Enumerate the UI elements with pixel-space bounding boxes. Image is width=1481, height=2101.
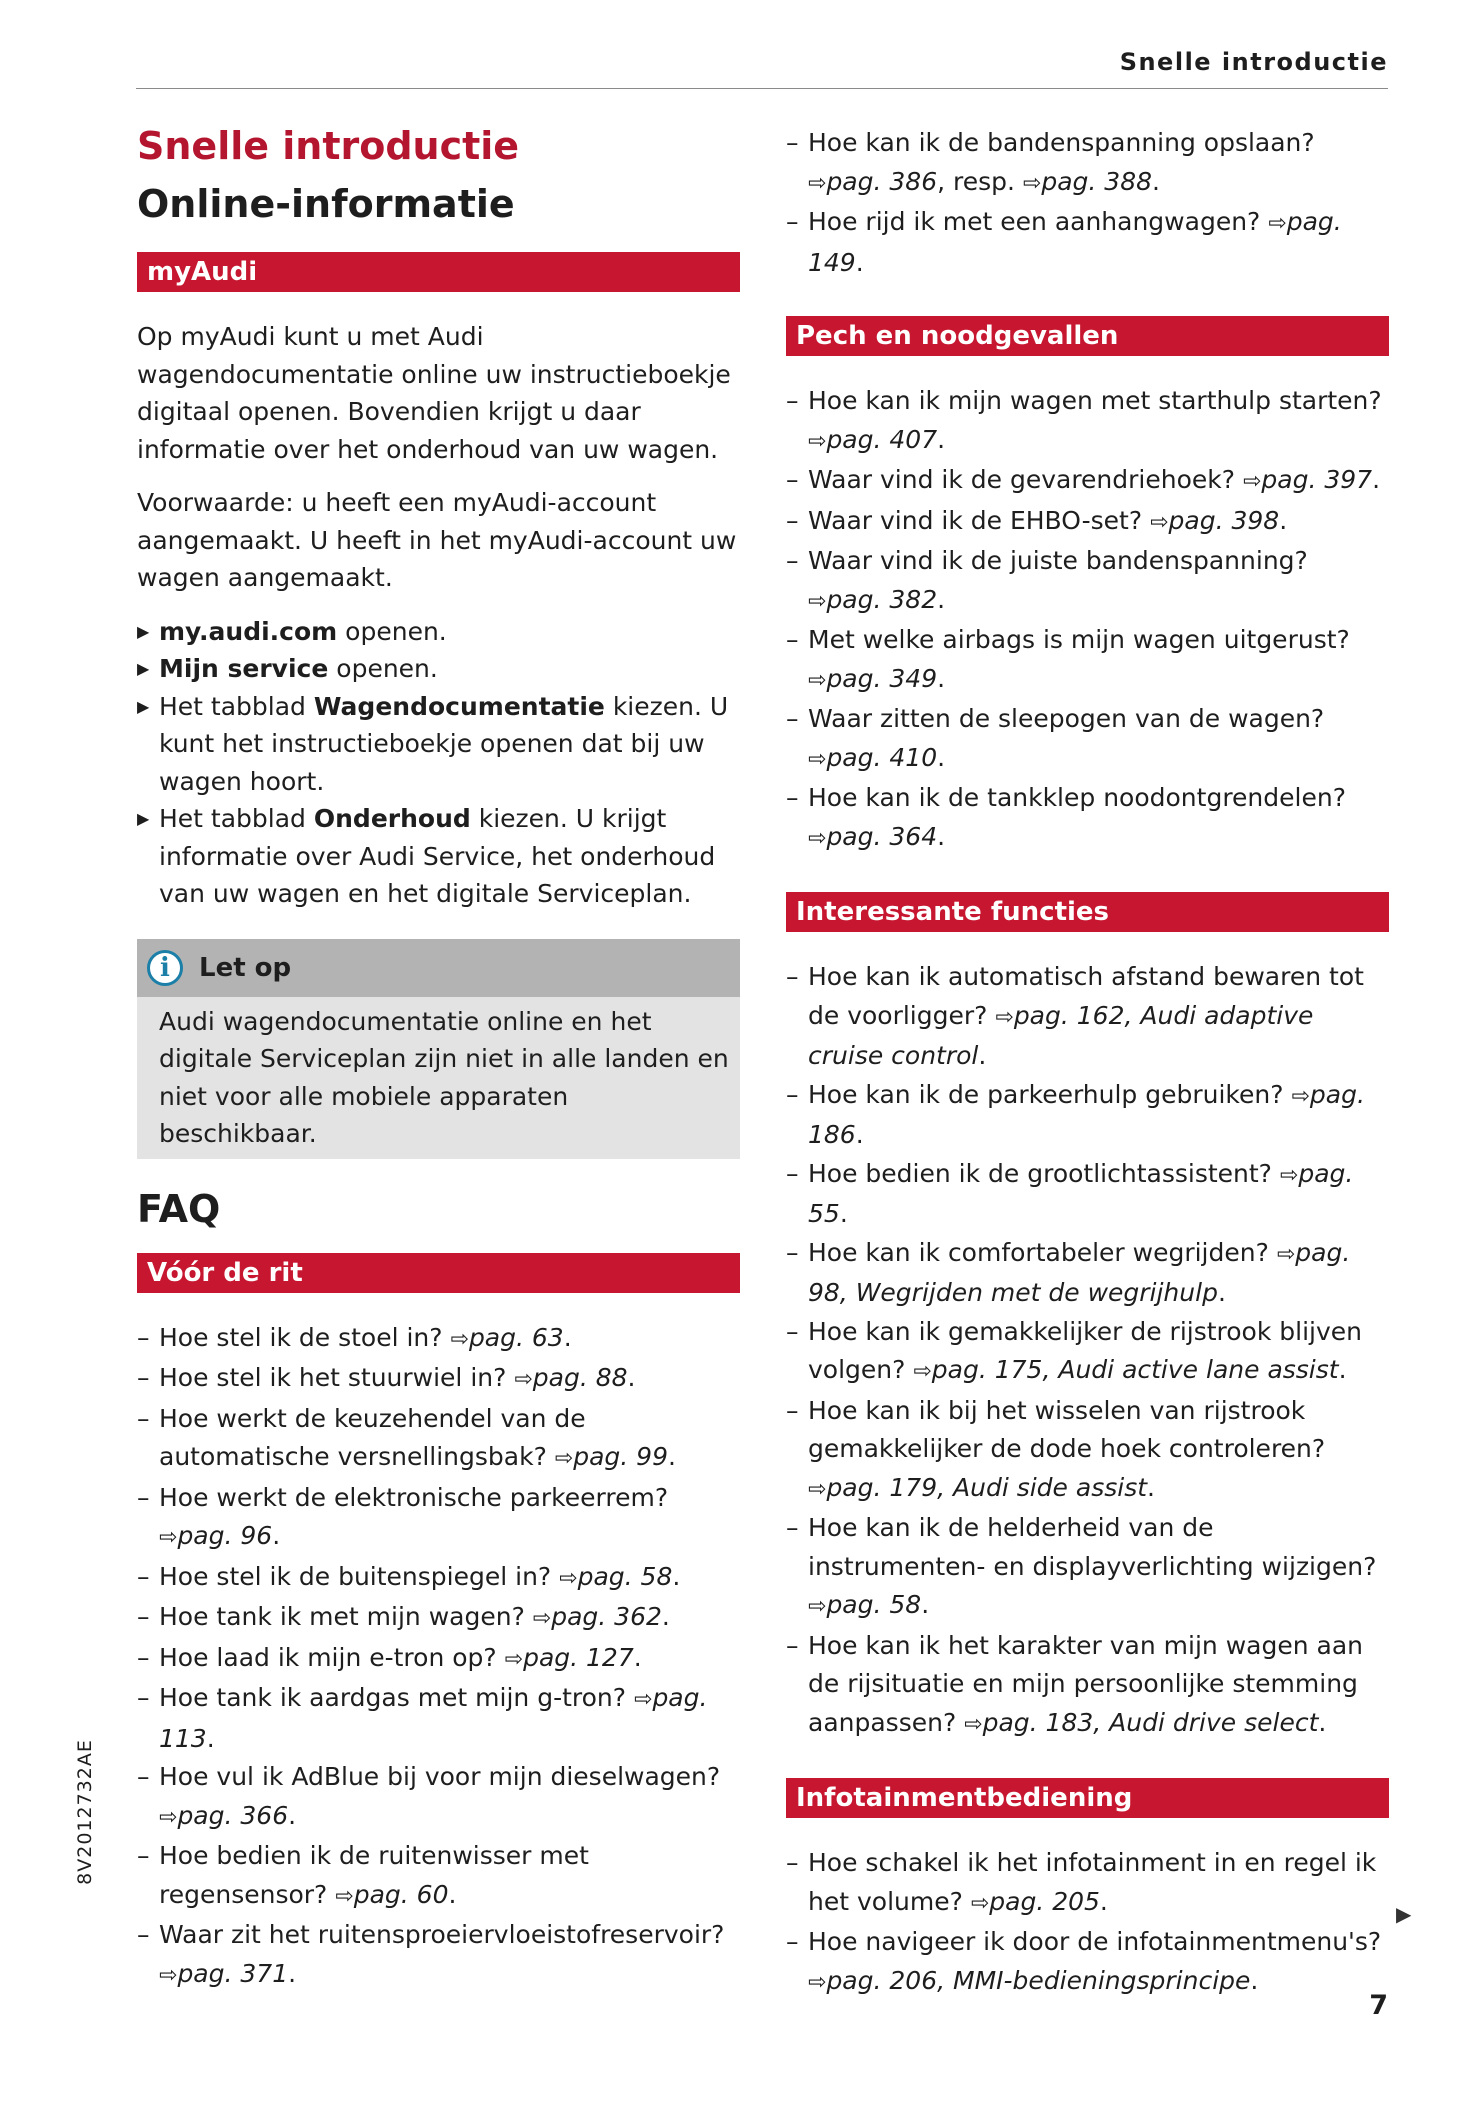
chapter-title: Snelle introductie [137, 124, 520, 168]
dash-icon: – [786, 625, 799, 654]
arrow-right-icon: ⇨ [808, 825, 827, 851]
page-reference[interactable]: ⇨pag. 398 [1150, 505, 1280, 535]
page-reference[interactable]: ⇨pag. 366 [159, 1800, 289, 1830]
faq-item: – Hoe kan ik mijn wagen met starthulp starten? ⇨pag. 407. [786, 382, 1389, 461]
faq-question: Hoe tank ik aardgas met mijn g-tron? [159, 1683, 627, 1712]
arrow-right-icon: ⇨ [808, 746, 827, 772]
myaudi-bar: myAudi [137, 252, 740, 292]
arrow-right-icon: ⇨ [1279, 1162, 1299, 1188]
step-item: ▶ Mijn service openen. [137, 650, 740, 688]
faq-question: Hoe schakel ik het infotainment in en regel ik het volume? [808, 1848, 1377, 1916]
faq-item: – Hoe kan ik de parkeerhulp gebruiken? ⇨pag. 186. [786, 1076, 1389, 1155]
faq-question: Hoe tank ik met mijn wagen? [159, 1602, 525, 1631]
arrow-right-icon: ⇨ [970, 1890, 990, 1916]
voor-de-rit-bar: Vóór de rit [137, 1253, 740, 1293]
faq-item: – Hoe kan ik de bandenspanning opslaan? ⇨pag. 386, resp. ⇨pag. 388. [786, 124, 1389, 203]
dash-icon: – [137, 1482, 150, 1512]
faq-question: Hoe kan ik de bandenspanning opslaan? [808, 128, 1315, 157]
dash-icon: – [786, 128, 799, 157]
dash-icon: – [137, 1920, 150, 1949]
page-reference[interactable]: ⇨pag. 96 [159, 1521, 273, 1550]
step-item: ▶ my.audi.com openen. [137, 613, 740, 651]
dash-icon: – [137, 1762, 150, 1791]
dash-icon: – [786, 1513, 799, 1542]
dash-icon: – [137, 1841, 150, 1870]
dash-icon: – [786, 1630, 799, 1660]
arrow-right-icon: ⇨ [808, 1969, 827, 1995]
page-reference[interactable]: ⇨pag. 63 [450, 1322, 564, 1352]
arrow-right-icon: ⇨ [808, 1594, 827, 1619]
faq-question: Hoe kan ik gemakkelijker de rijstrook blijven volgen? [808, 1316, 1363, 1384]
dash-icon: – [786, 1158, 799, 1188]
arrow-right-icon: ⇨ [913, 1359, 932, 1384]
next-page-arrow-icon: ▶ [1396, 1902, 1412, 1926]
page-reference[interactable]: ⇨pag. 364 [808, 821, 938, 851]
arrow-right-icon: ⇨ [1150, 509, 1169, 535]
faq-list [786, 1844, 1389, 2002]
header-rule [136, 88, 1388, 89]
faq-question: Hoe werkt de keuzehendel van de automatische versnellingsbak? [159, 1403, 586, 1471]
faq-item: – Waar vind ik de gevarendriehoek? ⇨pag. 397. [786, 461, 1389, 502]
right-column [786, 124, 1389, 2036]
faq-item: – Hoe schakel ik het infotainment in en regel ik het volume? ⇨pag. 205. [786, 1844, 1389, 1923]
pech-bar: Pech en noodgevallen [786, 316, 1389, 356]
faq-item: – Hoe rijd ik met een aanhangwagen? ⇨pag. 149. [786, 203, 1389, 282]
page-reference[interactable]: ⇨pag. 371 [159, 1958, 289, 1988]
faq-item: – Hoe laad ik mijn e-tron op? ⇨pag. 127. [137, 1639, 740, 1680]
dash-icon: – [137, 1642, 150, 1672]
page-reference[interactable]: ⇨pag. 362 [532, 1602, 662, 1631]
interessante-functies-bar: Interessante functies [786, 892, 1389, 932]
page-number: 7 [1369, 1990, 1388, 2021]
page-reference[interactable]: ⇨pag. 88 [514, 1363, 628, 1392]
page-reference[interactable]: ⇨pag. 410 [808, 742, 938, 772]
faq-item: – Hoe kan ik het karakter van mijn wagen aan de rijsituatie en mijn persoonlijke stemming aanpassen? ⇨pag. 183, Audi drive select. [786, 1627, 1389, 1745]
arrow-right-icon: ⇨ [808, 1476, 827, 1502]
faq-question: Hoe stel ik het stuurwiel in? [159, 1363, 507, 1392]
faq-question: Waar zit het ruitensproeiervloeistofreservoir? [159, 1920, 725, 1949]
faq-question: Hoe kan ik automatisch afstand bewaren tot de voorligger? [808, 962, 1364, 1030]
page-reference[interactable]: ⇨pag. 99 [554, 1442, 668, 1471]
page-reference[interactable]: ⇨pag. 349 [808, 663, 938, 693]
faq-question: Hoe stel ik de stoel in? [159, 1322, 443, 1352]
dash-icon: – [137, 1363, 150, 1392]
dash-icon: – [786, 962, 799, 991]
step-item: ▶ Het tabblad Onderhoud kiezen. U krijgt informatie over Audi Service, het onderhoud van uw wagen en het digitale Serviceplan. [137, 800, 740, 913]
page-reference[interactable]: ⇨pag. 60 [335, 1879, 449, 1909]
faq-question: Hoe laad ik mijn e-tron op? [159, 1642, 497, 1672]
page-reference[interactable]: ⇨pag. 186 [808, 1079, 1365, 1149]
faq-item: – Hoe vul ik AdBlue bij voor mijn dieselwagen? ⇨pag. 366. [137, 1758, 740, 1837]
info-icon: i [147, 950, 183, 986]
faq-item: – Hoe tank ik aardgas met mijn g-tron? ⇨pag. 113. [137, 1679, 740, 1758]
faq-question: Hoe kan ik de parkeerhulp gebruiken? [808, 1079, 1284, 1109]
section-title: Online-informatie [137, 182, 515, 226]
dash-icon: – [786, 505, 799, 535]
arrow-right-icon: ⇨ [514, 1367, 533, 1392]
page-reference[interactable]: ⇨pag. 397 [1242, 465, 1373, 494]
page-reference[interactable]: ⇨pag. 98, Wegrijden met de wegrijhulp [808, 1237, 1351, 1307]
arrow-right-icon: ⇨ [504, 1646, 524, 1672]
arrow-right-icon: ⇨ [1291, 1083, 1310, 1109]
page-reference[interactable]: ⇨pag. 382 [808, 584, 938, 614]
page-reference[interactable]: ⇨pag. 179, Audi side assist [808, 1472, 1148, 1502]
step-bullet-icon: ▶ [137, 659, 150, 678]
step-bullet-icon: ▶ [137, 809, 150, 828]
dash-icon: – [786, 207, 799, 236]
page-reference[interactable]: ⇨pag. 205 [970, 1886, 1100, 1916]
arrow-right-icon: ⇨ [532, 1606, 552, 1631]
faq-question: Hoe vul ik AdBlue bij voor mijn dieselwagen? [159, 1762, 721, 1791]
arrow-right-icon: ⇨ [1242, 469, 1262, 494]
faq-question: Hoe stel ik de buitenspiegel in? [159, 1561, 552, 1591]
faq-question: Hoe navigeer ik door de infotainmentmenu's? [808, 1927, 1382, 1956]
faq-question: Waar vind ik de juiste bandenspanning? [808, 546, 1308, 575]
step-item: ▶ Het tabblad Wagendocumentatie kiezen. U kunt het instructieboekje openen dat bij uw wagen hoort. [137, 688, 740, 801]
dash-icon: – [786, 386, 799, 415]
dash-icon: – [786, 1848, 799, 1877]
page-reference[interactable]: ⇨pag. 58 [808, 1590, 922, 1619]
infotainment-bar: Infotainmentbediening [786, 1778, 1389, 1818]
arrow-right-icon: ⇨ [808, 588, 827, 614]
faq-title: FAQ [137, 1186, 221, 1231]
dash-icon: – [786, 704, 799, 733]
page-reference[interactable]: ⇨pag. 175, Audi active lane assist [913, 1355, 1339, 1384]
faq-question: Hoe werkt de elektronische parkeerrem? [159, 1482, 669, 1512]
page-reference[interactable]: ⇨pag. 113 [159, 1683, 708, 1753]
arrow-right-icon: ⇨ [159, 1525, 178, 1550]
arrow-right-icon: ⇨ [1268, 211, 1287, 236]
myaudi-paragraph: Voorwaarde: u heeft een myAudi-account aangemaakt. U heeft in het myAudi-account uw wagen aangemaakt. [137, 488, 737, 592]
arrow-right-icon: ⇨ [159, 1962, 178, 1988]
arrow-right-icon: ⇨ [335, 1883, 354, 1909]
arrow-right-icon: ⇨ [554, 1446, 574, 1471]
faq-item: – Hoe stel ik de buitenspiegel in? ⇨pag. 58. [137, 1558, 740, 1599]
arrow-right-icon: ⇨ [964, 1711, 983, 1737]
dash-icon: – [137, 1602, 150, 1631]
dash-icon: – [786, 465, 799, 494]
faq-item: – Hoe navigeer ik door de infotainmentmenu's? ⇨pag. 206, MMI-bedieningsprincipe. [786, 1923, 1389, 2002]
dash-icon: – [137, 1322, 150, 1352]
page-reference[interactable]: ⇨pag. 149 [808, 207, 1342, 277]
faq-question: Waar vind ik de EHBO-set? [808, 505, 1143, 535]
faq-question: Hoe kan ik het karakter van mijn wagen aan de rijsituatie en mijn persoonlijke stemming aanpassen? [808, 1630, 1363, 1737]
note-header [137, 939, 740, 997]
arrow-right-icon: ⇨ [808, 170, 827, 196]
faq-item: – Hoe kan ik comfortabeler wegrijden? ⇨pag. 98, Wegrijden met de wegrijhulp. [786, 1234, 1389, 1313]
faq-list [786, 124, 1389, 282]
arrow-right-icon: ⇨ [634, 1687, 653, 1712]
faq-item: – Hoe werkt de keuzehendel van de automatische versnellingsbak? ⇨pag. 99. [137, 1400, 740, 1479]
faq-question: Hoe kan ik bij het wisselen van rijstrook gemakkelijker de dode hoek controleren? [808, 1395, 1326, 1463]
faq-item: – Hoe kan ik de helderheid van de instrumenten- en displayverlichting wijzigen? ⇨pag. 58. [786, 1509, 1389, 1627]
arrow-right-icon: ⇨ [995, 1004, 1014, 1030]
arrow-right-icon: ⇨ [808, 428, 827, 454]
faq-item: – Hoe kan ik gemakkelijker de rijstrook blijven volgen? ⇨pag. 175, Audi active lane assist. [786, 1313, 1389, 1392]
faq-item: – Waar zit het ruitensproeiervloeistofreservoir? ⇨pag. 371. [137, 1916, 740, 1995]
note-text: Audi wagendocumentatie online en het digitale Serviceplan zijn niet in alle landen en niet voor alle mobiele apparaten beschikbaar. [159, 1006, 729, 1148]
faq-list [786, 958, 1389, 1744]
page-reference[interactable]: ⇨pag. 127 [504, 1642, 634, 1672]
running-title: Snelle introductie [1119, 48, 1388, 76]
faq-item: – Waar zitten de sleepogen van de wagen? ⇨pag. 410. [786, 700, 1389, 779]
faq-item: – Hoe bedien ik de grootlichtassistent? ⇨pag. 55. [786, 1155, 1389, 1234]
faq-item: – Hoe stel ik de stoel in? ⇨pag. 63. [137, 1319, 740, 1360]
dash-icon: – [137, 1403, 150, 1433]
page-reference[interactable]: ⇨pag. 183, Audi drive select [964, 1707, 1319, 1737]
dash-icon: – [786, 1395, 799, 1425]
page-reference[interactable]: ⇨pag. 407 [808, 424, 938, 454]
document-code: 8V2012732AE [74, 1739, 96, 1885]
page-reference[interactable]: ⇨pag. 58 [559, 1561, 673, 1591]
dash-icon: – [786, 546, 799, 575]
faq-item: – Hoe werkt de elektronische parkeerrem? ⇨pag. 96. [137, 1479, 740, 1558]
myaudi-paragraph: Op myAudi kunt u met Audi wagendocumentatie online uw instructieboekje digitaal openen. Bovendien krijgt u daar informatie over het onderhoud van uw wagen. [137, 322, 731, 464]
faq-question: Hoe kan ik de helderheid van de instrumenten- en displayverlichting wijzigen? [808, 1513, 1377, 1581]
dash-icon: – [786, 783, 799, 812]
arrow-right-icon: ⇨ [559, 1565, 578, 1591]
step-bullet-icon: ▶ [137, 621, 150, 641]
arrow-right-icon: ⇨ [450, 1326, 469, 1352]
page-reference[interactable]: ⇨pag. 388 [1022, 166, 1153, 196]
faq-question: Hoe bedien ik de grootlichtassistent? [808, 1158, 1272, 1188]
faq-item: – Waar vind ik de EHBO-set? ⇨pag. 398. [786, 502, 1389, 543]
faq-question: Waar vind ik de gevarendriehoek? [808, 465, 1236, 494]
arrow-right-icon: ⇨ [1276, 1241, 1296, 1267]
dash-icon: – [137, 1561, 150, 1591]
faq-list [786, 382, 1389, 858]
faq-item: – Hoe bedien ik de ruitenwisser met regensensor? ⇨pag. 60. [137, 1837, 740, 1916]
arrow-right-icon: ⇨ [159, 1804, 178, 1830]
faq-item: – Hoe tank ik met mijn wagen? ⇨pag. 362. [137, 1598, 740, 1639]
page-reference[interactable]: ⇨pag. 206, MMI-bedieningsprincipe [808, 1965, 1251, 1995]
faq-question: Waar zitten de sleepogen van de wagen? [808, 704, 1325, 733]
arrow-right-icon: ⇨ [808, 667, 827, 693]
dash-icon: – [137, 1683, 150, 1712]
myaudi-steps [137, 613, 740, 913]
faq-question: Hoe kan ik comfortabeler wegrijden? [808, 1237, 1269, 1267]
faq-question: Hoe kan ik de tankklep noodontgrendelen? [808, 783, 1346, 812]
page-reference[interactable]: ⇨pag. 386 [808, 166, 938, 196]
faq-question: Met welke airbags is mijn wagen uitgerust? [808, 625, 1350, 654]
faq-item: – Hoe kan ik bij het wisselen van rijstrook gemakkelijker de dode hoek controleren? ⇨pag. 179, Audi side assist. [786, 1392, 1389, 1510]
dash-icon: – [786, 1316, 799, 1346]
left-column [137, 120, 740, 2029]
faq-item: – Hoe stel ik het stuurwiel in? ⇨pag. 88. [137, 1359, 740, 1400]
note-box [137, 939, 740, 1159]
arrow-right-icon: ⇨ [1022, 170, 1042, 196]
faq-item: – Hoe kan ik automatisch afstand bewaren tot de voorligger? ⇨pag. 162, Audi adaptive cruise control. [786, 958, 1389, 1076]
page-reference[interactable]: ⇨pag. 55 [808, 1158, 1354, 1228]
note-title: Let op [199, 952, 292, 983]
faq-question: Hoe rijd ik met een aanhangwagen? [808, 207, 1261, 236]
faq-item: – Hoe kan ik de tankklep noodontgrendelen? ⇨pag. 364. [786, 779, 1389, 858]
faq-list [137, 1319, 740, 1996]
page-reference[interactable]: ⇨pag. 162, Audi adaptive cruise control [808, 1000, 1314, 1070]
faq-question: Hoe kan ik mijn wagen met starthulp starten? [808, 386, 1382, 415]
dash-icon: – [786, 1927, 799, 1956]
dash-icon: – [786, 1237, 799, 1267]
faq-item: – Met welke airbags is mijn wagen uitgerust? ⇨pag. 349. [786, 621, 1389, 700]
step-bullet-icon: ▶ [137, 696, 150, 716]
dash-icon: – [786, 1079, 799, 1109]
faq-item: – Waar vind ik de juiste bandenspanning? ⇨pag. 382. [786, 542, 1389, 621]
faq-question: Hoe bedien ik de ruitenwisser met regensensor? [159, 1841, 589, 1909]
